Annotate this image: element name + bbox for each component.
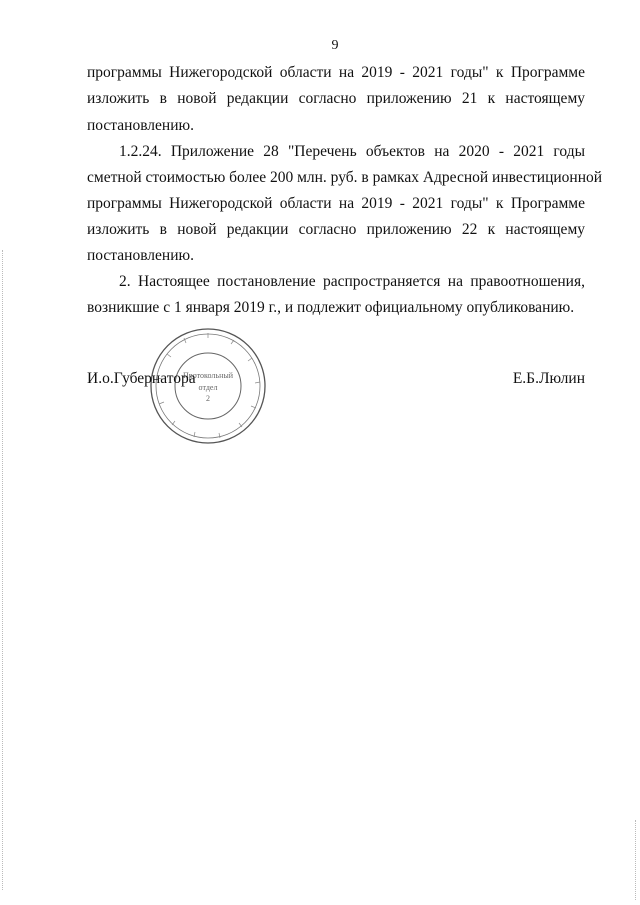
paragraph-1-line-3: постановлению.	[87, 117, 194, 134]
scan-edge-right	[635, 820, 637, 900]
paragraph-2-line-4: изложить в новой редакции согласно приложению 22 к настоящему	[87, 221, 585, 238]
paragraph-2-line-5: постановлению.	[87, 247, 194, 264]
paragraph-1-line-2: изложить в новой редакции согласно приложению 21 к настоящему	[87, 90, 585, 107]
paragraph-2-line-2: сметной стоимостью более 200 млн. руб. в рамках Адресной инвестиционной	[87, 169, 603, 186]
paragraph-2-line-3: программы Нижегородской области на 2019 - 2021 годы" к Программе	[87, 195, 585, 212]
stamp-line-3: 2	[206, 394, 210, 403]
paragraph-2-line-1: 1.2.24. Приложение 28 "Перечень объектов на 2020 - 2021 годы	[119, 143, 585, 160]
scan-edge-left	[2, 250, 4, 890]
paragraph-1-line-1: программы Нижегородской области на 2019 - 2021 годы" к Программе	[87, 64, 585, 81]
stamp-line-1: Протокольный	[182, 371, 234, 380]
paragraph-3-line-1: 2. Настоящее постановление распространяется на правоотношения,	[119, 273, 585, 290]
signatory-name: Е.Б.Люлин	[512, 370, 585, 387]
paragraph-3-line-2: возникшие с 1 января 2019 г., и подлежит официальному опубликованию.	[87, 299, 575, 316]
signatory-title: И.о.Губернатора	[87, 370, 196, 387]
stamp-line-2: отдел	[198, 383, 218, 392]
signature-block	[87, 370, 585, 390]
page-number: 9	[331, 38, 339, 53]
